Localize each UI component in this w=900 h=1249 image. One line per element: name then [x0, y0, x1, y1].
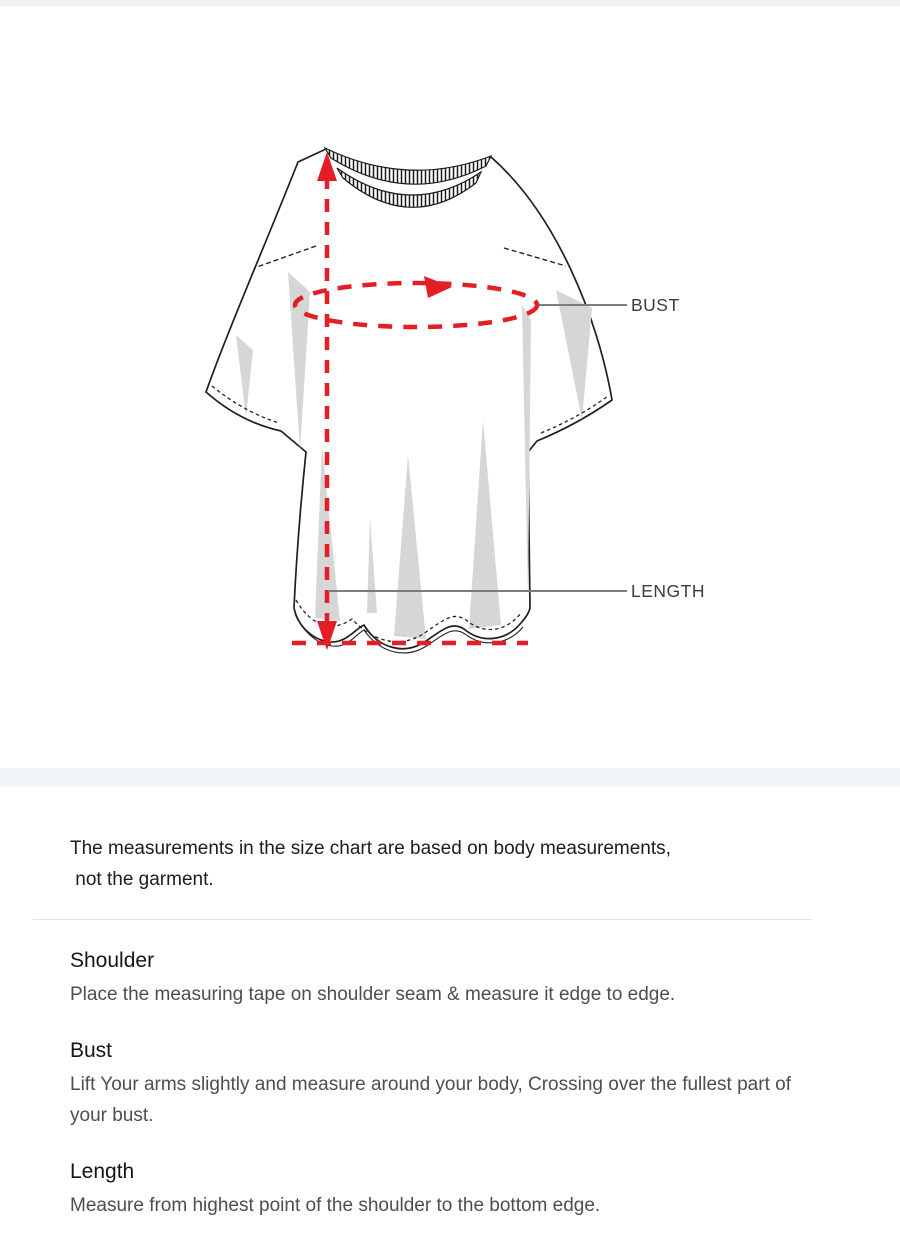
- section-shoulder-description: Place the measuring tape on shoulder seam & measure it edge to edge.: [70, 984, 676, 1005]
- section-divider-band: [0, 768, 900, 786]
- section-shoulder-title: Shoulder: [70, 949, 155, 972]
- section-length-title: Length: [70, 1160, 135, 1183]
- section-length: [70, 1159, 830, 1221]
- section-shoulder: [70, 948, 830, 1010]
- measurement-note-line2: not the garment.: [70, 869, 214, 890]
- measuring-instructions: [70, 948, 830, 1249]
- section-bust-title: Bust: [70, 1039, 113, 1062]
- section-length-description: Measure from highest point of the shoulder to the bottom edge.: [70, 1195, 601, 1216]
- measurement-note: [70, 833, 850, 895]
- section-bust: [70, 1038, 830, 1131]
- measurement-note-line1: The measurements in the size chart are based on body measurements,: [70, 838, 671, 859]
- section-bust-description: Lift Your arms slightly and measure around your body, Crossing over the fullest part of your bust.: [70, 1074, 791, 1126]
- length-callout-label: LENGTH: [631, 581, 705, 601]
- horizontal-rule: [33, 919, 812, 920]
- bust-callout-label: BUST: [631, 295, 680, 315]
